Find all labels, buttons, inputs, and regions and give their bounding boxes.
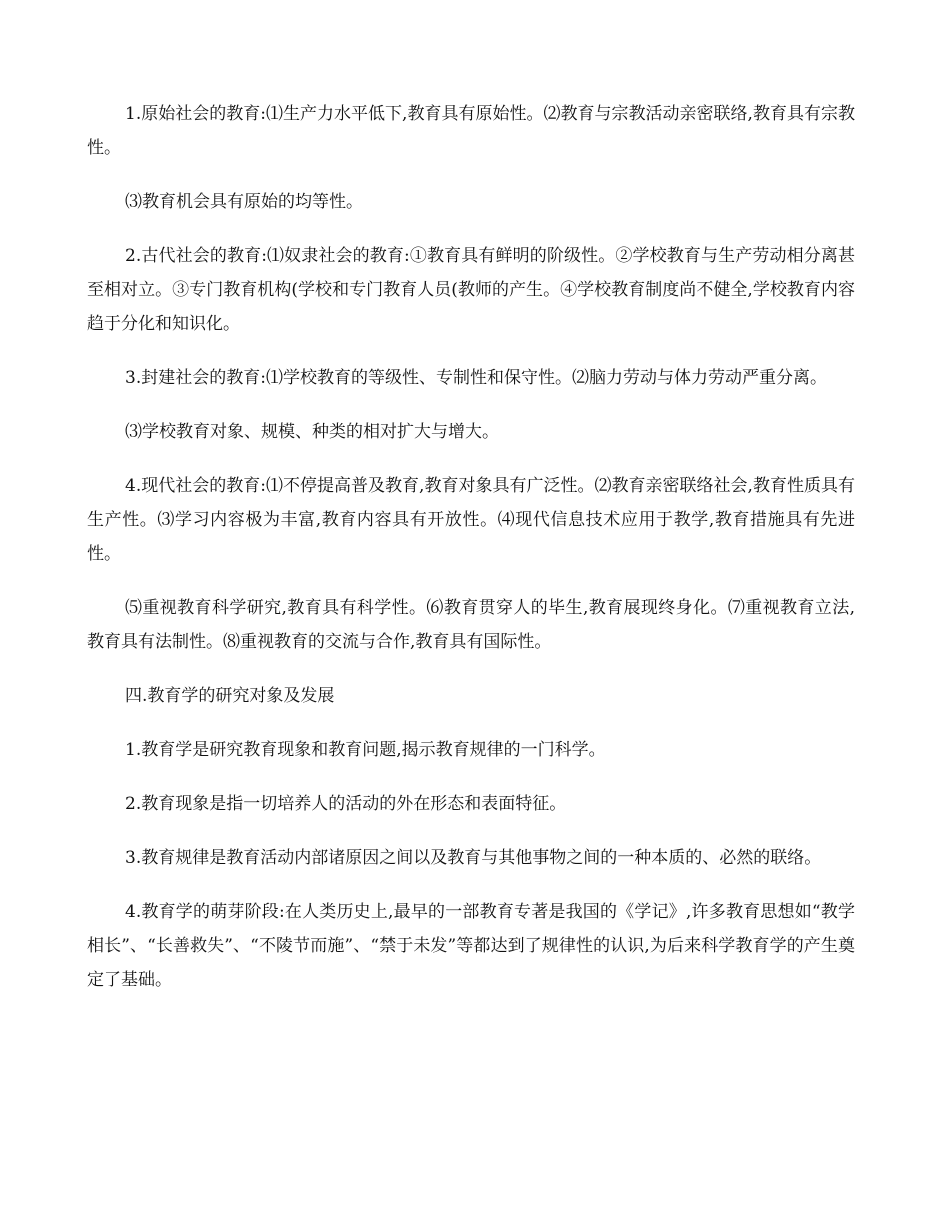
paragraph-primitive-equality: ⑶教育机会具有原始的均等性。 bbox=[125, 192, 363, 212]
paragraph-feudal-expansion: ⑶学校教育对象、规模、种类的相对扩大与增大。 bbox=[125, 422, 499, 442]
paragraph-pedagogy-definition: 1.教育学是研究教育现象和教育问题,揭示教育规律的一门科学。 bbox=[125, 740, 606, 760]
paragraph-feudal-society: 3.封建社会的教育:⑴学校教育的等级性、专制性和保守性。⑵脑力劳动与体力劳动严重分离。 bbox=[125, 368, 827, 388]
paragraph-primitive-society: 1.原始社会的教育:⑴生产力水平低下,教育具有原始性。⑵教育与宗教活动亲密联络,教育具有宗教性。 bbox=[87, 104, 855, 158]
document-body bbox=[87, 97, 855, 1017]
paragraph-pedagogy-origin: 4.教育学的萌芽阶段:在人类历史上,最早的一部教育专著是我国的《学记》,许多教育思想如“教学相长”、“长善救失”、“不陵节而施”、“禁于未发”等都达到了规律性的认识,为后来科学教育学的产生奠定了基础。 bbox=[87, 902, 855, 990]
paragraph-education-phenomenon: 2.教育现象是指一切培养人的活动的外在形态和表面特征。 bbox=[125, 794, 567, 814]
paragraph-modern-features: ⑸重视教育科学研究,教育具有科学性。⑹教育贯穿人的毕生,教育展现终身化。⑺重视教育立法,教育具有法制性。⑻重视教育的交流与合作,教育具有国际性。 bbox=[87, 598, 855, 652]
paragraph-education-law: 3.教育规律是教育活动内部诸原因之间以及教育与其他事物之间的一种本质的、必然的联络。 bbox=[125, 848, 822, 868]
paragraph-ancient-society: 2.古代社会的教育:⑴奴隶社会的教育:①教育具有鲜明的阶级性。②学校教育与生产劳动相分离甚至相对立。③专门教育机构(学校和专门教育人员(教师的产生。④学校教育制度尚不健全,学校教育内容趋于分化和知识化。 bbox=[87, 246, 855, 334]
section-heading-pedagogy: 四.教育学的研究对象及发展 bbox=[125, 686, 335, 706]
paragraph-modern-society: 4.现代社会的教育:⑴不停提高普及教育,教育对象具有广泛性。⑵教育亲密联络社会,教育性质具有生产性。⑶学习内容极为丰富,教育内容具有开放性。⑷现代信息技术应用于教学,教育措施具有先进性。 bbox=[87, 476, 855, 564]
